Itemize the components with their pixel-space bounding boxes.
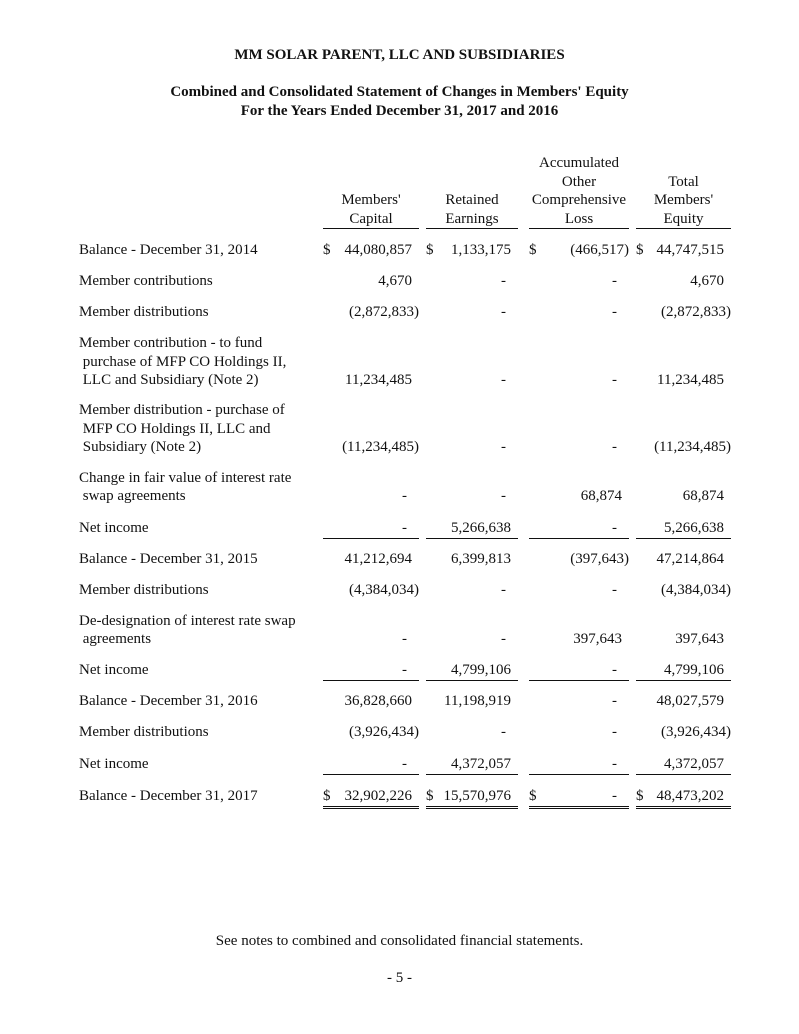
row-label — [79, 692, 258, 711]
cell-total-members-equity — [636, 437, 731, 457]
cell-value: 6,399,813 — [451, 551, 511, 567]
row-label-line: Subsidiary (Note 2) — [79, 439, 202, 455]
cell-accumulated-oci-loss — [529, 437, 629, 457]
cell-members-capital — [323, 786, 419, 809]
row-label — [79, 612, 296, 649]
row-label-line: agreements — [79, 631, 152, 647]
column-header-line: Comprehensive — [531, 192, 627, 208]
cell-retained-earnings — [426, 240, 518, 260]
cell-members-capital — [323, 660, 419, 681]
row-label-line: Balance - December 31, 2014 — [79, 242, 258, 258]
cell-members-capital — [323, 370, 419, 390]
cell-value: - — [612, 662, 617, 678]
row-label — [79, 550, 258, 569]
row-label-line: Net income — [79, 756, 149, 772]
cell-value: (466,517) — [570, 242, 629, 258]
row-label — [79, 401, 285, 457]
cell-retained-earnings — [426, 629, 518, 649]
cell-total-members-equity — [636, 786, 731, 809]
cell-value: - — [612, 582, 617, 598]
row-label-line: Change in fair value of interest rate — [79, 469, 292, 486]
cell-retained-earnings — [426, 302, 518, 322]
cell-value: 48,473,202 — [656, 788, 724, 804]
cell-value: - — [402, 631, 407, 647]
row-label-line: Member contribution - to fund — [79, 335, 263, 351]
cell-value: 4,799,106 — [451, 662, 511, 678]
cell-retained-earnings — [426, 486, 518, 506]
cell-value: - — [612, 520, 617, 536]
row-label — [79, 723, 209, 742]
cell-value: (4,384,034) — [349, 582, 419, 598]
row-label — [79, 272, 213, 291]
cell-members-capital — [323, 629, 419, 649]
cell-retained-earnings — [426, 580, 518, 600]
cell-retained-earnings — [426, 754, 518, 775]
column-header-line: Other — [561, 173, 597, 190]
row-label-line: MFP CO Holdings II, LLC and — [79, 420, 271, 437]
cell-value: 44,080,857 — [344, 242, 412, 258]
row-label — [79, 519, 149, 538]
row-label — [79, 755, 149, 774]
dollar-sign: $ — [426, 788, 434, 804]
cell-value: - — [612, 304, 617, 320]
dollar-sign: $ — [529, 788, 537, 804]
column-header-line: Retained — [445, 192, 499, 208]
column-header-line: Equity — [636, 210, 731, 230]
cell-accumulated-oci-loss — [529, 722, 629, 742]
cell-value: (397,643) — [570, 551, 629, 567]
cell-accumulated-oci-loss — [529, 691, 629, 711]
column-header-line: Capital — [323, 210, 419, 230]
cell-value: 1,133,175 — [451, 242, 511, 258]
row-label — [79, 787, 258, 806]
cell-value: - — [612, 372, 617, 388]
row-label-line: Member distributions — [79, 304, 209, 320]
row-label-line: LLC and Subsidiary (Note 2) — [79, 372, 259, 388]
cell-value: 11,198,919 — [444, 693, 511, 709]
cell-value: 4,799,106 — [664, 662, 724, 678]
column-header-total-members-equity — [636, 173, 731, 230]
cell-members-capital — [323, 722, 419, 742]
cell-value: - — [402, 662, 407, 678]
cell-members-capital — [323, 302, 419, 322]
row-label-line: Net income — [79, 520, 149, 536]
row-label — [79, 303, 209, 322]
row-label-line: Member contributions — [79, 273, 213, 289]
cell-accumulated-oci-loss — [529, 660, 629, 681]
cell-value: 4,372,057 — [664, 756, 724, 772]
cell-retained-earnings — [426, 271, 518, 291]
statement-period: For the Years Ended December 31, 2017 and 2016 — [240, 103, 559, 119]
cell-accumulated-oci-loss — [529, 549, 629, 569]
dollar-sign: $ — [636, 242, 644, 258]
cell-accumulated-oci-loss — [529, 754, 629, 775]
cell-total-members-equity — [636, 722, 731, 742]
cell-value: - — [501, 631, 506, 647]
row-label — [79, 469, 291, 506]
column-header-line: Earnings — [426, 210, 518, 230]
cell-total-members-equity — [636, 660, 731, 681]
cell-members-capital — [323, 754, 419, 775]
column-header-retained-earnings — [426, 191, 518, 229]
cell-value: 47,214,864 — [656, 551, 724, 567]
cell-value: - — [501, 582, 506, 598]
cell-value: 68,874 — [682, 488, 724, 504]
cell-members-capital — [323, 437, 419, 457]
cell-retained-earnings — [426, 660, 518, 681]
cell-value: 11,234,485 — [345, 372, 412, 388]
cell-total-members-equity — [636, 302, 731, 322]
row-label-line: Balance - December 31, 2017 — [79, 788, 258, 804]
cell-value: (11,234,485) — [342, 439, 419, 455]
row-label-line: swap agreements — [79, 488, 186, 504]
cell-accumulated-oci-loss — [529, 518, 629, 539]
cell-retained-earnings — [426, 518, 518, 539]
row-label-line: Net income — [79, 662, 149, 678]
row-label-line: De-designation of interest rate swap — [79, 612, 296, 629]
cell-accumulated-oci-loss — [529, 629, 629, 649]
cell-accumulated-oci-loss — [529, 370, 629, 390]
cell-value: 36,828,660 — [344, 693, 412, 709]
footer-note: See notes to combined and consolidated financial statements. — [215, 933, 584, 949]
cell-value: - — [402, 756, 407, 772]
cell-value: 11,234,485 — [657, 372, 724, 388]
column-header-line: Accumulated — [539, 155, 619, 171]
cell-value: (3,926,434) — [661, 724, 731, 740]
cell-value: - — [612, 788, 617, 804]
cell-value: 41,212,694 — [344, 551, 412, 567]
cell-value: - — [612, 693, 617, 709]
dollar-sign: $ — [426, 242, 434, 258]
column-header-line: Members' — [341, 192, 401, 208]
cell-accumulated-oci-loss — [529, 580, 629, 600]
column-header-line: Total — [668, 173, 699, 190]
cell-value: - — [402, 488, 407, 504]
cell-value: 32,902,226 — [344, 788, 412, 804]
dollar-sign: $ — [636, 788, 644, 804]
cell-retained-earnings — [426, 370, 518, 390]
cell-value: 4,372,057 — [451, 756, 511, 772]
cell-total-members-equity — [636, 486, 731, 506]
cell-members-capital — [323, 580, 419, 600]
cell-members-capital — [323, 691, 419, 711]
cell-value: 4,670 — [690, 273, 724, 289]
cell-value: (2,872,833) — [349, 304, 419, 320]
cell-value: 5,266,638 — [664, 520, 724, 536]
cell-value: - — [612, 273, 617, 289]
cell-value: 397,643 — [675, 631, 724, 647]
cell-members-capital — [323, 240, 419, 260]
page-number: - 5 - — [387, 970, 412, 986]
cell-total-members-equity — [636, 370, 731, 390]
cell-members-capital — [323, 518, 419, 539]
cell-members-capital — [323, 486, 419, 506]
cell-value: - — [612, 756, 617, 772]
cell-accumulated-oci-loss — [529, 302, 629, 322]
cell-value: 68,874 — [580, 488, 622, 504]
dollar-sign: $ — [323, 242, 331, 258]
column-header-line: Members' — [653, 192, 714, 208]
cell-total-members-equity — [636, 629, 731, 649]
row-label-line: Member distributions — [79, 582, 209, 598]
cell-value: - — [501, 304, 506, 320]
cell-retained-earnings — [426, 549, 518, 569]
cell-value: 4,670 — [378, 273, 412, 289]
row-label-line: Balance - December 31, 2016 — [79, 693, 258, 709]
cell-retained-earnings — [426, 691, 518, 711]
row-label-line: purchase of MFP CO Holdings II, — [79, 353, 287, 370]
cell-retained-earnings — [426, 437, 518, 457]
row-label-line: Member distributions — [79, 724, 209, 740]
cell-value: 48,027,579 — [656, 693, 724, 709]
row-label-line: Member distribution - purchase of — [79, 402, 285, 418]
cell-value: - — [612, 439, 617, 455]
cell-value: - — [501, 372, 506, 388]
cell-total-members-equity — [636, 549, 731, 569]
dollar-sign: $ — [529, 242, 537, 258]
cell-members-capital — [323, 549, 419, 569]
cell-value: 397,643 — [573, 631, 622, 647]
row-label — [79, 661, 149, 680]
cell-value: - — [501, 273, 506, 289]
row-label-line: Balance - December 31, 2015 — [79, 551, 258, 567]
cell-value: - — [501, 488, 506, 504]
cell-total-members-equity — [636, 754, 731, 775]
cell-retained-earnings — [426, 722, 518, 742]
company-name: MM SOLAR PARENT, LLC AND SUBSIDIARIES — [234, 47, 565, 63]
cell-value: - — [402, 520, 407, 536]
cell-value: (2,872,833) — [661, 304, 731, 320]
cell-accumulated-oci-loss — [529, 486, 629, 506]
column-header-accumulated-oci-loss — [529, 154, 629, 229]
cell-value: 5,266,638 — [451, 520, 511, 536]
row-label — [79, 241, 258, 260]
cell-value: (3,926,434) — [349, 724, 419, 740]
cell-value: - — [501, 439, 506, 455]
cell-value: (11,234,485) — [654, 439, 731, 455]
cell-accumulated-oci-loss — [529, 240, 629, 260]
cell-value: - — [612, 724, 617, 740]
cell-accumulated-oci-loss — [529, 271, 629, 291]
cell-total-members-equity — [636, 580, 731, 600]
dollar-sign: $ — [323, 788, 331, 804]
cell-total-members-equity — [636, 518, 731, 539]
statement-title: Combined and Consolidated Statement of Changes in Members' Equity — [170, 84, 629, 100]
cell-value: (4,384,034) — [661, 582, 731, 598]
cell-value: 15,570,976 — [443, 788, 511, 804]
cell-members-capital — [323, 271, 419, 291]
cell-value: 44,747,515 — [656, 242, 724, 258]
row-label — [79, 581, 209, 600]
row-label — [79, 334, 286, 390]
cell-retained-earnings — [426, 786, 518, 809]
cell-value: - — [501, 724, 506, 740]
cell-accumulated-oci-loss — [529, 786, 629, 809]
column-header-line: Loss — [529, 210, 629, 230]
cell-total-members-equity — [636, 240, 731, 260]
cell-total-members-equity — [636, 271, 731, 291]
column-header-members-capital — [323, 191, 419, 229]
cell-total-members-equity — [636, 691, 731, 711]
